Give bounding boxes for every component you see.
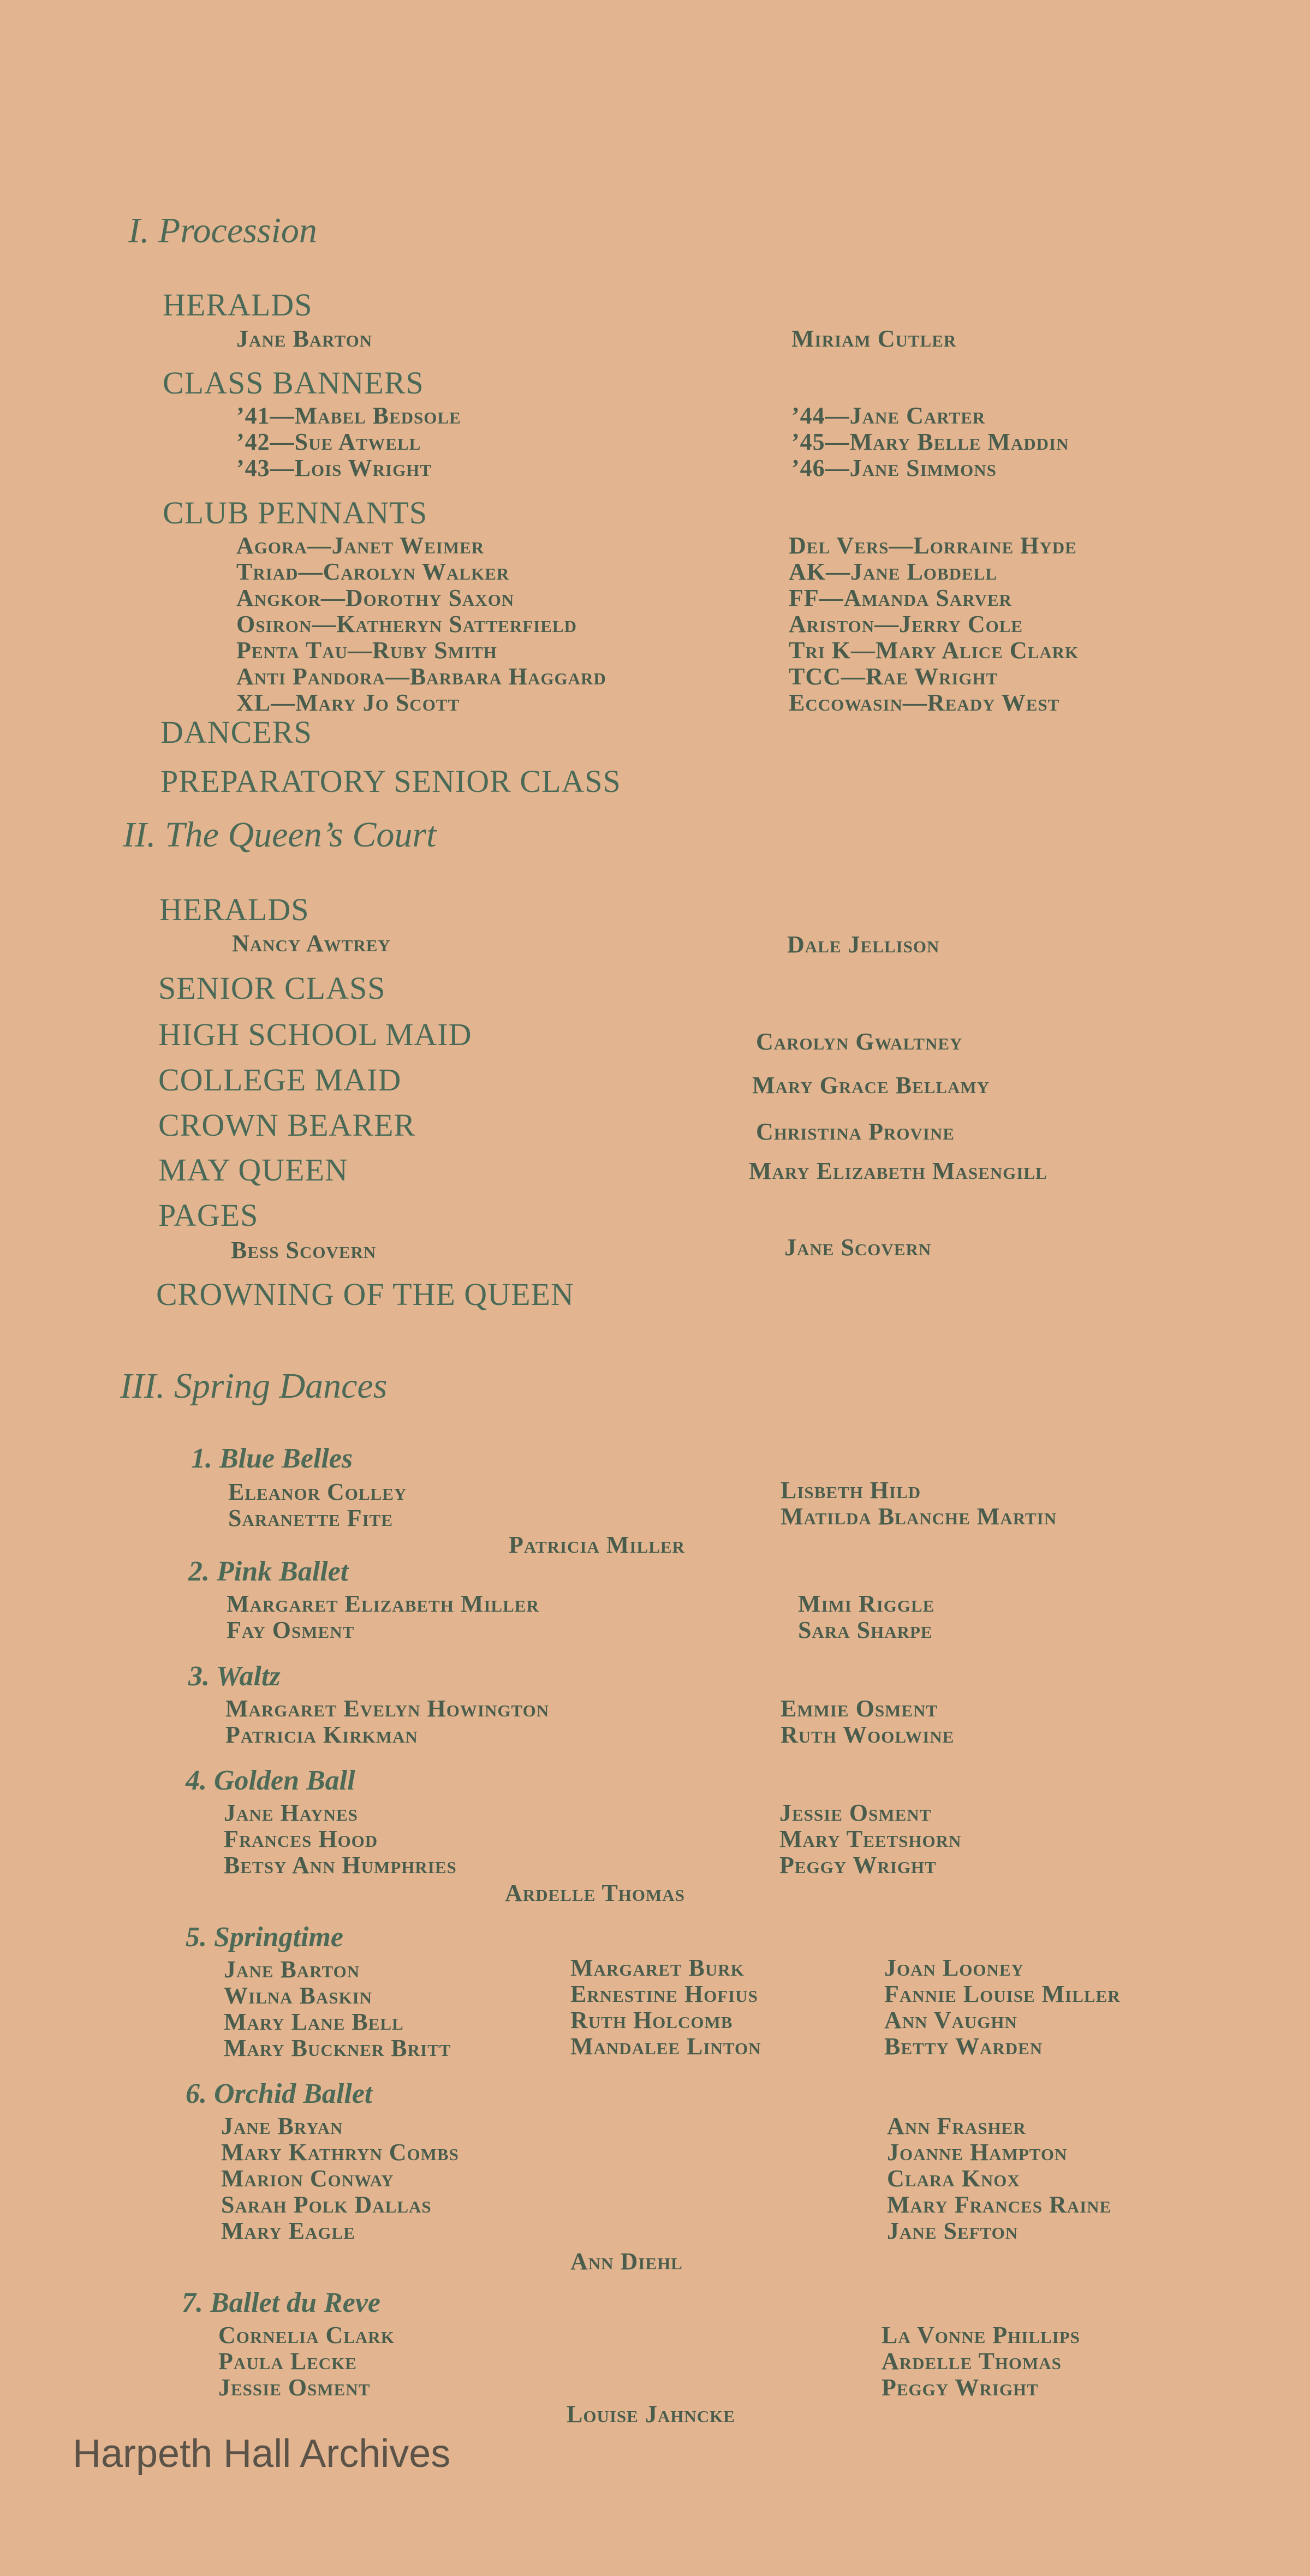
list-item: Triad—Carolyn Walker	[236, 558, 510, 585]
list-item: Ruth Woolwine	[781, 1721, 955, 1748]
list-item: Tri K—Mary Alice Clark	[789, 637, 1079, 664]
herald-name: Dale Jellison	[787, 931, 940, 958]
list-item: Angkor—Dorothy Saxon	[236, 585, 515, 611]
list-item: Fay Osment	[227, 1617, 355, 1643]
dance-center-name: Patricia Miller	[509, 1531, 685, 1558]
preparatory-senior-class-label: PREPARATORY SENIOR CLASS	[160, 764, 621, 799]
list-item: Peggy Wright	[882, 2374, 1039, 2401]
dance-title: 7. Ballet du Reve	[182, 2287, 380, 2318]
section-procession-title: I. Procession	[128, 211, 317, 251]
dance-right-list	[884, 1955, 1121, 2060]
dance-right-list	[781, 1696, 954, 1748]
class-banners-right-list	[791, 403, 1069, 481]
list-item: Mandalee Linton	[570, 2033, 761, 2060]
list-item: Osiron—Katheryn Satterfield	[236, 611, 577, 637]
list-item: Anti Pandora—Barbara Haggard	[236, 663, 606, 690]
crown-bearer-name: Christina Provine	[756, 1118, 955, 1145]
section-dances-title: III. Spring Dances	[120, 1366, 388, 1406]
class-banners-left-list	[236, 403, 461, 481]
archive-watermark: Harpeth Hall Archives	[73, 2432, 451, 2476]
list-item: ’44—Jane Carter	[791, 402, 986, 429]
list-item: Eccowasin—Ready West	[789, 689, 1060, 716]
court-heralds-label: HERALDS	[159, 892, 309, 927]
list-item: XL—Mary Jo Scott	[236, 689, 460, 716]
list-item: ’41—Mabel Bedsole	[236, 402, 461, 429]
list-item: ’45—Mary Belle Maddin	[791, 428, 1069, 455]
dance-left-list	[218, 2322, 395, 2401]
dancers-label: DANCERS	[160, 714, 312, 750]
list-item: Mary Kathryn Combs	[221, 2139, 459, 2166]
list-item: Agora—Janet Weimer	[236, 532, 485, 559]
list-item: Sarah Polk Dallas	[221, 2191, 432, 2218]
dance-title: 1. Blue Belles	[191, 1443, 353, 1474]
list-item: Ariston—Jerry Cole	[789, 611, 1023, 637]
list-item: Mary Teetshorn	[779, 1826, 962, 1852]
list-item: TCC—Rae Wright	[789, 663, 998, 690]
dance-left-list	[224, 1957, 451, 2061]
list-item: Jane Barton	[224, 1956, 360, 1983]
list-item: Eleanor Colley	[228, 1478, 407, 1505]
list-item: Peggy Wright	[779, 1852, 937, 1879]
may-queen-label: MAY QUEEN	[158, 1152, 348, 1188]
list-item: ’46—Jane Simmons	[791, 455, 997, 481]
list-item: Mary Buckner Britt	[224, 2035, 451, 2061]
dance-center-name: Ann Diehl	[570, 2248, 683, 2275]
list-item: Jane Bryan	[221, 2113, 343, 2139]
list-item: Clara Knox	[887, 2165, 1020, 2192]
list-item: Sara Sharpe	[798, 1617, 933, 1643]
list-item: Ruth Holcomb	[570, 2007, 733, 2034]
list-item: Patricia Kirkman	[225, 1721, 418, 1748]
list-item: Cornelia Clark	[218, 2322, 395, 2348]
list-item: Jessie Osment	[218, 2374, 371, 2401]
section-court-title: II. The Queen’s Court	[123, 815, 437, 855]
dance-right-list	[887, 2113, 1111, 2244]
list-item: Margaret Elizabeth Miller	[227, 1590, 539, 1617]
list-item: Ann Vaughn	[884, 2007, 1017, 2034]
list-item: Frances Hood	[224, 1826, 378, 1852]
dance-right-list	[779, 1800, 961, 1879]
list-item: La Vonne Phillips	[882, 2322, 1080, 2348]
list-item: Joan Looney	[884, 1954, 1024, 1981]
dance-title: 5. Springtime	[186, 1922, 343, 1953]
list-item: Mimi Riggle	[798, 1590, 935, 1617]
herald-name: Jane Barton	[236, 325, 373, 352]
dance-right-list	[798, 1591, 934, 1643]
dance-left-list	[225, 1696, 549, 1748]
list-item: Mary Lane Bell	[224, 2008, 404, 2035]
dance-right-list	[882, 2322, 1080, 2401]
list-item: Margaret Burk	[570, 1954, 745, 1981]
list-item: Jane Sefton	[887, 2217, 1019, 2244]
list-item: Saranette Fite	[228, 1505, 394, 1531]
dance-title: 4. Golden Ball	[186, 1765, 355, 1796]
dance-title: 3. Waltz	[188, 1661, 281, 1692]
dance-left-list	[224, 1800, 457, 1879]
club-pennants-label: CLUB PENNANTS	[163, 495, 428, 530]
list-item: Betsy Ann Humphries	[224, 1852, 457, 1879]
dance-right-list	[781, 1477, 1057, 1530]
list-item: Matilda Blanche Martin	[781, 1503, 1057, 1530]
list-item: Ann Frasher	[887, 2113, 1026, 2139]
senior-class-label: SENIOR CLASS	[158, 970, 386, 1006]
college-maid-name: Mary Grace Bellamy	[752, 1072, 990, 1099]
class-banners-label: CLASS BANNERS	[163, 365, 424, 401]
college-maid-label: COLLEGE MAID	[158, 1062, 402, 1098]
list-item: Emmie Osment	[781, 1695, 938, 1722]
herald-name: Nancy Awtrey	[232, 930, 391, 957]
list-item: AK—Jane Lobdell	[789, 558, 998, 585]
list-item: Ardelle Thomas	[882, 2348, 1062, 2375]
page-name: Bess Scovern	[231, 1237, 377, 1263]
crown-bearer-label: CROWN BEARER	[158, 1107, 416, 1143]
list-item: ’43—Lois Wright	[236, 455, 432, 481]
dance-left-list	[221, 2113, 459, 2244]
list-item: Joanne Hampton	[887, 2139, 1068, 2166]
list-item: Jessie Osment	[779, 1799, 932, 1826]
dance-center-name: Ardelle Thomas	[505, 1880, 685, 1906]
club-pennants-left-list	[236, 533, 606, 716]
dance-title: 6. Orchid Ballet	[186, 2078, 373, 2109]
list-item: ’42—Sue Atwell	[236, 428, 421, 455]
list-item: Mary Frances Raine	[887, 2191, 1112, 2218]
high-school-maid-name: Carolyn Gwaltney	[756, 1028, 963, 1055]
herald-name: Miriam Cutler	[791, 325, 957, 352]
may-queen-name: Mary Elizabeth Masengill	[749, 1158, 1047, 1184]
dance-title: 2. Pink Ballet	[188, 1556, 349, 1587]
dance-center-name: Louise Jahncke	[567, 2401, 735, 2428]
dance-middle-list	[570, 1955, 761, 2060]
list-item: Wilna Baskin	[224, 1982, 373, 2009]
list-item: Ernestine Hofius	[570, 1981, 758, 2007]
list-item: Fannie Louise Miller	[884, 1981, 1121, 2007]
high-school-maid-label: HIGH SCHOOL MAID	[158, 1017, 472, 1052]
list-item: Margaret Evelyn Howington	[225, 1695, 550, 1722]
crowning-label: CROWNING OF THE QUEEN	[156, 1277, 574, 1312]
page-name: Jane Scovern	[784, 1234, 932, 1261]
club-pennants-right-list	[789, 533, 1079, 716]
list-item: Mary Eagle	[221, 2217, 355, 2244]
dance-left-list	[228, 1479, 407, 1531]
pages-label: PAGES	[158, 1197, 259, 1233]
list-item: Betty Warden	[884, 2033, 1043, 2060]
list-item: Del Vers—Lorraine Hyde	[789, 532, 1077, 559]
list-item: FF—Amanda Sarver	[789, 585, 1012, 611]
list-item: Marion Conway	[221, 2165, 394, 2192]
list-item: Paula Lecke	[218, 2348, 357, 2375]
list-item: Lisbeth Hild	[781, 1477, 921, 1504]
procession-heralds-label: HERALDS	[163, 287, 313, 323]
list-item: Penta Tau—Ruby Smith	[236, 637, 497, 664]
list-item: Jane Haynes	[224, 1799, 358, 1826]
dance-left-list	[227, 1591, 539, 1643]
